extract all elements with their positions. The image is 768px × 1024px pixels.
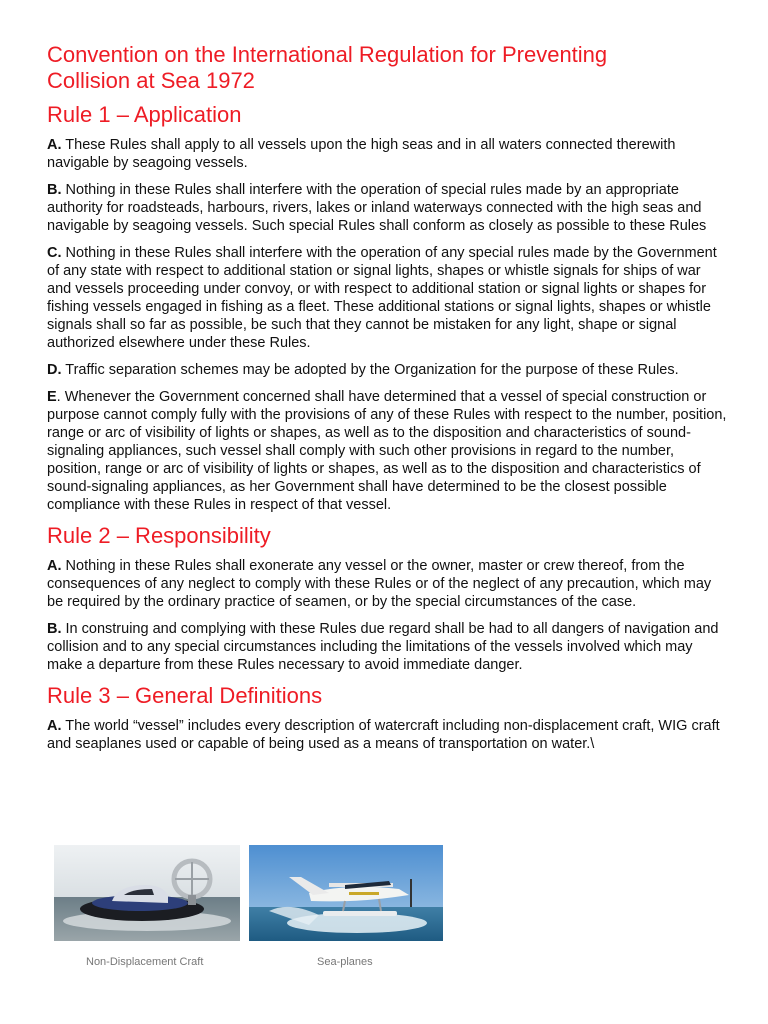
figure-caption-seaplane: Sea-planes xyxy=(317,956,373,968)
rule-2-paragraph-a xyxy=(47,557,727,611)
rule-1-paragraph-b xyxy=(47,181,727,235)
paragraph-letter: E xyxy=(47,389,57,405)
figure-caption-hovercraft: Non-Displacement Craft xyxy=(86,956,204,968)
document-title xyxy=(47,42,727,94)
document-content xyxy=(47,42,727,762)
paragraph-text: Traffic separation schemes may be adopted by the Organization for the purpose of these Rules. xyxy=(61,362,679,378)
rule-1-heading: Rule 1 – Application xyxy=(47,102,242,127)
rule-1-paragraph-c xyxy=(47,244,727,352)
paragraph-text: Nothing in these Rules shall interfere with the operation of any special rules made by the Government of any state with respect to additional station or signal lights, shapes or whistle signals for ships of war and vessels proceeding under convoy, or with respect to additional station or signal lights or shapes for fishing vessels engaged in fishing as a fleet. These additional stations or signal lights, shapes or whistle signals shall so far as possible, be such that they cannot be mistaken for any light, shape or signal authorized elsewhere under these Rules. xyxy=(47,245,717,351)
paragraph-letter: B. xyxy=(47,182,62,198)
title-line-1: Convention on the International Regulation for Preventing xyxy=(47,42,608,67)
paragraph-text: In construing and complying with these Rules due regard shall be had to all dangers of navigation and collision and to any special circumstances including the limitations of the vessels involved which may make a departure from these Rules necessary to avoid immediate danger. xyxy=(47,621,719,673)
paragraph-text: These Rules shall apply to all vessels upon the high seas and in all waters connected therewith navigable by seagoing vessels. xyxy=(47,137,676,171)
rule-2-paragraph-b xyxy=(47,620,727,674)
paragraph-text: The world “vessel” includes every description of watercraft including non-displacement craft, WIG craft and seaplanes used or capable of being used as a means of transportation on water.\ xyxy=(47,718,720,752)
paragraph-text: . Whenever the Government concerned shall have determined that a vessel of special construction or purpose cannot comply fully with the provisions of any of these Rules with respect to the number, position, range or arc of visibility of lights or shapes, as well as to the disposition and characteristics of sound-signaling appliances, such vessel shall comply with such other provisions in regard to the number, position, range or arc of visibility of lights or shapes, as well as to the disposition and characteristics of sound-signaling appliances, as her Government shall have determined to be the closest possible compliance with these Rules in respect of that vessel. xyxy=(47,389,727,513)
rule-1-paragraph-a xyxy=(47,136,727,172)
seaplane-image xyxy=(249,845,443,941)
paragraph-text: Nothing in these Rules shall exonerate any vessel or the owner, master or crew thereof, from the consequences of any neglect to comply with these Rules or of the neglect of any precaution, which may be required by the ordinary practice of seamen, or by the special circumstances of the case. xyxy=(47,558,712,610)
paragraph-letter: D. xyxy=(47,362,62,378)
paragraph-text: Nothing in these Rules shall interfere with the operation of special rules made by an appropriate authority for roadsteads, harbours, rivers, lakes or inland waterways connected with the high seas and navigable by seagoing vessels. Such special Rules shall conform as closely as possible to these Rules xyxy=(47,182,707,234)
rule-3-paragraph-a xyxy=(47,717,727,753)
rule-1-paragraph-e xyxy=(47,388,727,514)
figure-seaplane xyxy=(249,845,443,968)
hovercraft-image xyxy=(54,845,240,941)
figure-hovercraft xyxy=(54,845,240,968)
rule-3-heading: Rule 3 – General Definitions xyxy=(47,683,323,708)
paragraph-letter: B. xyxy=(47,621,62,637)
paragraph-letter: A. xyxy=(47,137,62,153)
rule-1-paragraph-d xyxy=(47,361,727,379)
rule-2-heading: Rule 2 – Responsibility xyxy=(47,523,271,548)
paragraph-letter: A. xyxy=(47,718,62,734)
paragraph-letter: C. xyxy=(47,245,62,261)
title-line-2: Collision at Sea 1972 xyxy=(47,68,255,93)
paragraph-letter: A. xyxy=(47,558,62,574)
